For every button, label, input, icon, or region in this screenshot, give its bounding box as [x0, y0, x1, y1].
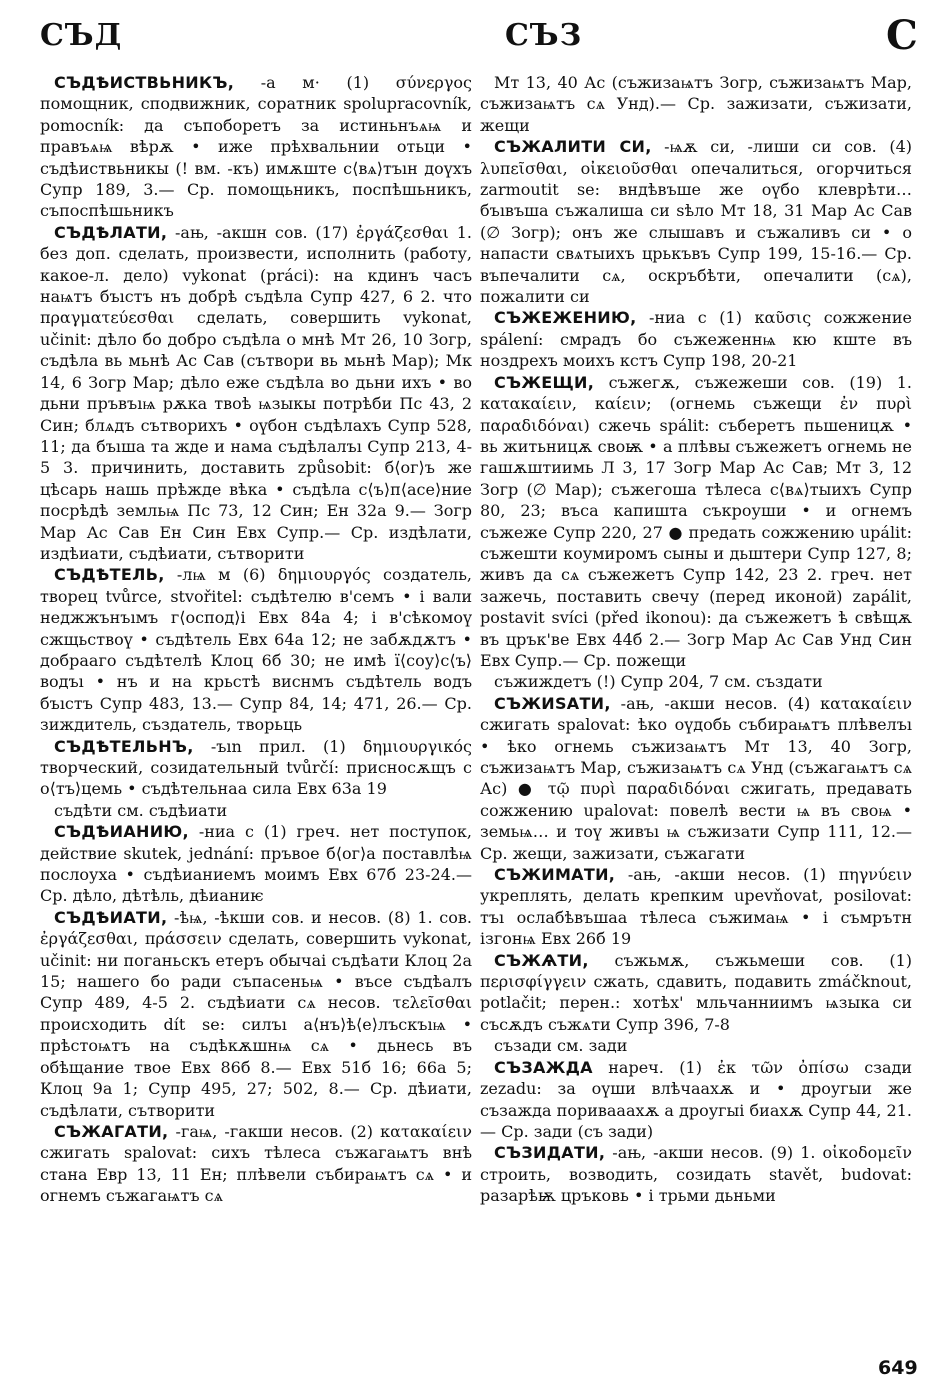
section-letter: С — [886, 12, 919, 59]
entry — [480, 136, 912, 307]
entry-body: -ъın прил. (1) δημιουργικός творческий, созидательный tvůrčí: присносѫщъ с о⟨тъ⟩цемь • съдѣтельнаа сила Евх 63а 19 — [40, 736, 472, 799]
headword: СЪДѢЛАТИ, — [54, 222, 168, 242]
entry-body: -ањ, -акши несов. (1) πηγνύειν укреплять, делать крепким upevňovat, posilovat: тъı ослабѣвъшаа тѣлеса съжимаѩ • і съмрътн ізгонѩ Евх 26б 19 — [480, 865, 912, 949]
entry — [480, 307, 912, 371]
entry — [480, 372, 912, 672]
entry — [480, 864, 912, 950]
entry-body: съжьмѫ, съжьмеши сов. (1) περισφίγγειν сжать, сдавить, подавить zmáčknout, potlačit; перен.: хотѣх' мльчанниимъ ѩзыка си съсѫдъ съжѧти Супр 396, 7-8 — [480, 950, 912, 1034]
headword: СЪЖЕЩИ, — [494, 372, 595, 392]
entry-body: -ѣѩ, -ѣкши сов. и несов. (8) 1. сов. ἐργάζεσθαι, πράσσειν сделать, совершить vykonat, učinit: ни поганьскъ етеръ обычаі съдѣати Клоц 2а 15; нашего бо ради съпасеньѩ • въсе съдѣалъ Супр 489, 4-5 2. съдѣиати сѧ несов. τελεῖσθαι происходить dít se: силъı а⟨нъ⟩ѣ⟨е⟩лъскъıѩ • прѣстоѩтъ на съдѣкѫшнѩ сѧ • дьнесь въ обѣщание твое Евх 86б 8.— Евх 51б 16; 66а 5; Клоц 9а 1; Супр 495, 27; 502, 8.— Ср. дѣиати, съдѣлати, сътворити — [40, 907, 472, 1120]
headword: СЪЖИЅАТИ, — [494, 693, 611, 713]
entry-body: съдѣти см. съдѣиати — [54, 800, 228, 820]
headword: СЪЖѦТИ, — [494, 950, 589, 970]
entry — [40, 800, 472, 821]
entry — [480, 1035, 912, 1056]
entry — [480, 72, 912, 136]
running-head-middle: СЪЗ — [505, 18, 583, 53]
entry — [40, 821, 472, 907]
entry-body: -а м· (1) σύνεργος помощник, сподвижник, соратник spolupracovník, pomocník: да съпоборетъ за истиньнъѧѩ и правъѧѩ вѣрѫ • иже прѣхвальнии отьци • съдѣиствьникы (! вм. -къ) имѫште с⟨вѧ⟩тъıн доүхъ Супр 189, 3.— Ср. помощьникъ, поспѣшьникъ, съпоспѣшьникъ — [40, 73, 472, 221]
entry-body: -лѩ м (6) δημιουργός создатель, творец tvůrce, stvořitel: съдѣтелю в'семъ • і вали неджжънъıмъ г⟨оспод⟩і Евх 84а 4; і в'сѣкомоү сжщьствоү • съдѣтель Евх 64а 12; не забѫдѫтъ • добрааго съдѣтелѣ Клоц 6б 30; не имѣ ї⟨соу⟩с⟨ъ⟩ водъı • нъ и на крьстѣ виснмъ съдѣтель водъ бъıстъ Супр 483, 13.— Супр 84, 14; 471, 26.— Ср. зиждитель, създатель, творьць — [40, 565, 472, 735]
entry — [480, 1057, 912, 1143]
headword: СЪЖИМАТИ, — [494, 865, 616, 885]
headword: СЪЖЕЖЕНИЮ, — [494, 308, 637, 328]
entry-body: съзади см. зади — [494, 1036, 628, 1056]
left-column — [40, 72, 472, 1207]
entry — [480, 950, 912, 1036]
right-column — [480, 72, 912, 1207]
headword: СЪЖАГАТИ, — [54, 1121, 169, 1141]
entry-body: -ниа с (1) καῦσις сожжение spálení: смрадъ бо съжеженнѩ кю кште въ ноздрехъ моихъ кстъ Супр 198, 20-21 — [480, 308, 912, 371]
entry-body: -ѩѫ си, -лиши си сов. (4) λυπεῖσθαι, οἰκειοῦσθαι опечалиться, огорчиться zarmoutit se: вндѣвъше же оүбо клеврѣти… бъıвъша съжалиша си ѕѣло Мт 18, 31 Мар Ас Сав (∅ Зогр); онъ же слышавъ и съжаливъ си • о напасти свѧтыихъ црькъвъ Супр 199, 15-16.— Ср. въпечалити сѧ, оскръбѣти, опечалити (сѧ), пожалити си — [480, 137, 913, 307]
entry — [40, 222, 472, 565]
headword: СЪЖАЛИТИ СИ, — [494, 137, 652, 157]
entry-body: -ањ, -акши несов. (9) 1. οἰκοδομεῖν строить, возводить, созидать stavět, budovat: разарѣѭ цръковь • і трьми дьньми — [480, 1143, 912, 1206]
headword: СЪДѢИАТИ, — [54, 907, 168, 927]
entry-body: съжегѫ, съжежеши сов. (19) 1. κατακαίειν, καίειν; (огнемь съжещи ἐν πυρὶ παραδιδόναι) сжечь spálit: съберетъ пьшеницѫ • вь житьницѫ своѭ • а плѣвы съжежетъ огнемь не гашѫштиимь Л 3, 17 Зогр Мар Ас Сав; Мт 3, 12 Зогр (∅ Мар); съжегоша тѣлеса с⟨вѧ⟩тыихъ Супр 80, 23; въса капишта съкроуши • и огнемъ съжеже Супр 220, 27 ● предать сожжению upálit: съжешти коумиромъ сыны и дьштери Супр 127, 8; живъ да сѧ съжежетъ Супр 142, 23 2. греч. нет зажечь, поставить свечу (перед иконой) zapálit, postavit svíci (před ikonou): да съжежетъ ѣ свѣщѫ въ црък'ве Евх 44б 2.— Зогр Мар Ас Сав Унд Син Евх Супр.— Ср. пожещи — [480, 372, 912, 670]
entry — [40, 1121, 472, 1207]
entry — [480, 671, 912, 692]
entry-body: Мт 13, 40 Ас (съжизаѩтъ Зогр, съжизаѩтъ Мар, съжизаѩтъ сѧ Унд).— Ср. зажизати, съжизати, жещи — [480, 73, 912, 135]
entry-body: -ањ, -акшн сов. (17) ἐργάζεσθαι 1. без доп. сделать, произвести, исполнить (работу, какое-л. дело) vykonat (práci): на кдинъ часъ наѩтъ бъıстъ нъ добрѣ съдѣла Супр 427, 6 2. что πραγματεύεσθαι сделать, совершить vykonat, učinit: дѣло бо добро съдѣла о мнѣ Мт 26, 10 Зогр, съдѣла вь мьнѣ Ас Сав (сътвори вь мьнѣ Мар); Мк 14, 6 Зогр Мар; дѣло еже съдѣла во дьни ихъ • во дьни пръвъıѩ рѫка твоѣ ѩзыкы потрѣби Пс 43, 2 Син; блѧдъ сътворихъ • оүбон съдѣлахъ Супр 528, 11; да бъıша та жде и нама съдѣлалъı Супр 213, 4-5 3. причинить, доставить způsobit: б⟨ог⟩ъ же цѣсарь нашь прѣжде вѣка • съдѣла с⟨ъ⟩п⟨асе⟩ние посрѣдѣ земльѩ Пс 73, 12 Син; Ен 32а 9.— Зогр Мар Ас Сав Ен Син Евх Супр.— Ср. издѣлати, издѣиати, съдѣиати, сътворити — [40, 222, 472, 563]
entry-body: -ањ, -акши несов. (4) κατακαίειν сжигать spalovat: ѣко оүдобь събираѩтъ плѣвелъı • ѣко огнемь съжизаѩтъ Мт 13, 40 Зогр, съжизаѩтъ Мар, съжизаѩтъ сѧ Унд (съжагаѩтъ сѧ Ас) ● τῷ πυρὶ παραδιδόναι сжигать, предавать сожжению upalovat: повелѣ вести ѩ въ своѩ • земьѩ… и тоү живъı ѩ съжизати Супр 111, 12.— Ср. жещи, зажизати, съжагати — [480, 693, 912, 863]
headword: СЪДѢТЕЛЬНЪ, — [54, 736, 194, 756]
headword: СЪЗИДАТИ, — [494, 1143, 606, 1163]
entry-body: съжиждетъ (!) Супр 204, 7 см. създати — [494, 672, 823, 692]
page-number: 649 — [878, 1357, 918, 1379]
entry-body: -гаѩ, -гакши несов. (2) κατακαίειν сжигать spalovat: сихъ тѣлеса съжагаѩтъ внѣ стана Евр 13, 11 Ен; плѣвели събираѩтъ сѧ • и огнемъ съжагаѩтъ сѧ — [40, 1121, 472, 1206]
entry — [480, 1142, 912, 1206]
entry-body: нареч. (1) ἐκ τῶν ὀπίσω сзади zezadu: за оүши влѣчаахѫ и • дроугыи же съзажда поривааахѫ а дроугыі биахѫ Супр 44, 21.— Ср. зади (съ зади) — [480, 1057, 912, 1141]
headword: СЪЗАЖДА — [494, 1057, 593, 1077]
entry — [40, 907, 472, 1121]
headword: СЪДѢИАНИЮ, — [54, 822, 189, 842]
entry — [40, 564, 472, 735]
entry-body: -ниа с (1) греч. нет поступок, действие skutek, jednání: пръвое б⟨ог⟩а поставлѣѩ послоуха • съдѣианиемъ моимъ Евх 67б 23-24.— Ср. дѣло, дѣтѣль, дѣианиѥ — [40, 822, 472, 906]
entry — [480, 693, 912, 864]
headword: СЪДѢТЕЛЬ, — [54, 565, 165, 585]
entry — [40, 72, 472, 222]
running-head-left: СЪД — [40, 18, 123, 53]
entry — [40, 736, 472, 800]
headword: СЪДѢИСТВЬНИКЪ, — [54, 73, 235, 92]
